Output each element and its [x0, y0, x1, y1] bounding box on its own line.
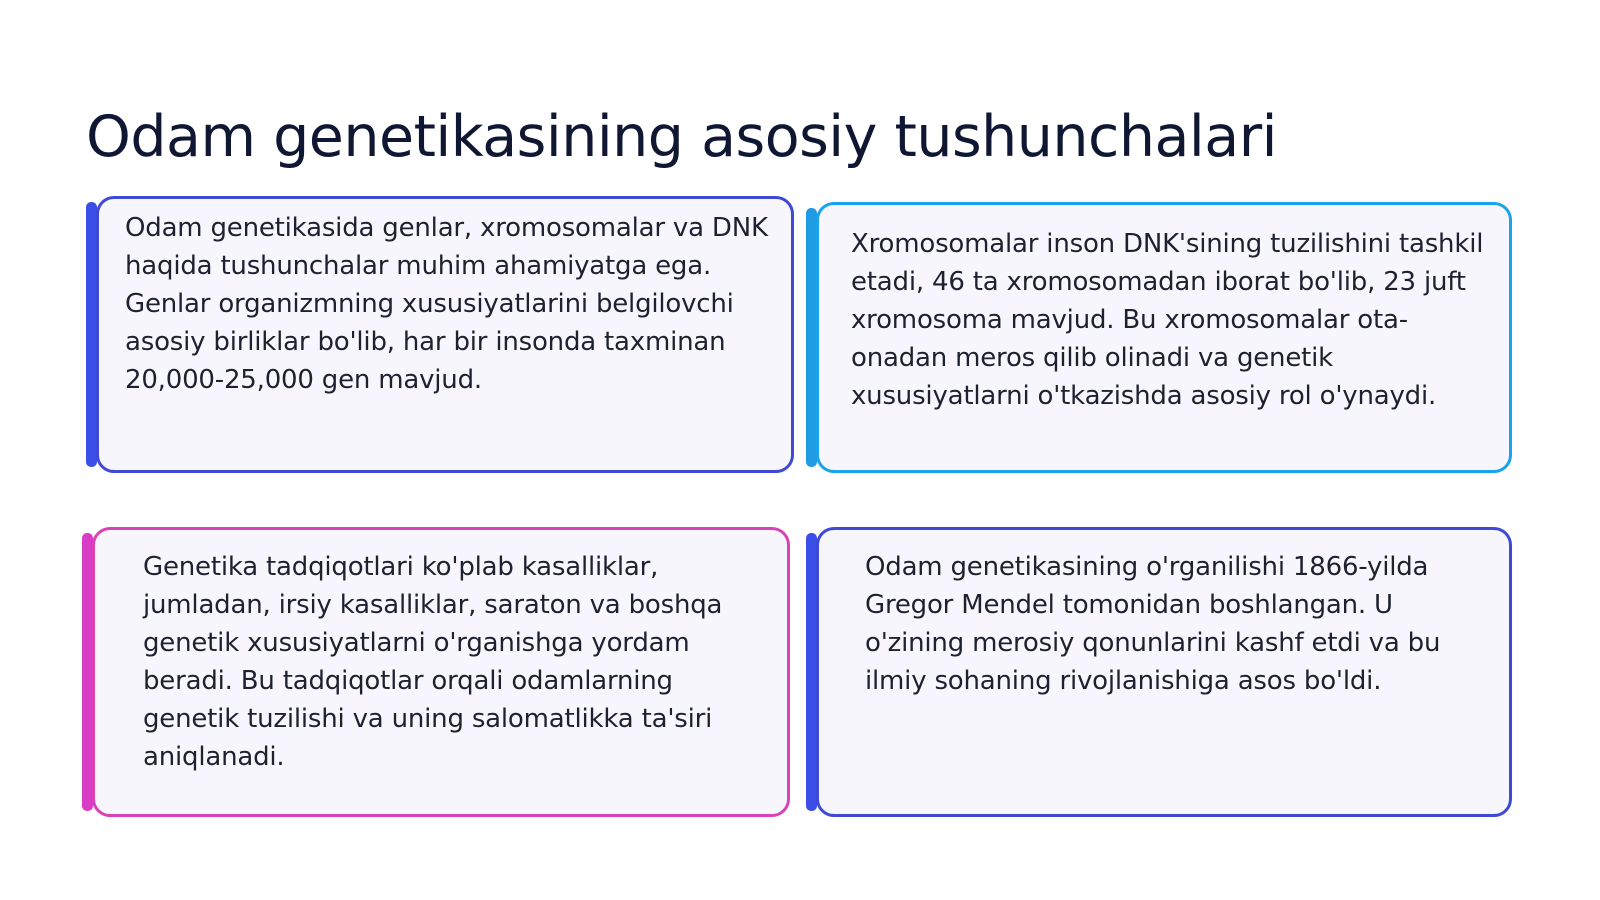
slide-title: Odam genetikasining asosiy tushunchalari [86, 104, 1277, 170]
card-text: Genetika tadqiqotlari ko'plab kasalliklar, jumladan, irsiy kasalliklar, saraton va boshqa genetik xususiyatlarni o'rganishga yordam beradi. Bu tadqiqotlar orqali odamlarning genetik tuzilishi va uning salomatlikka ta'siri aniqlanadi. [143, 552, 723, 772]
info-card-research [82, 527, 790, 817]
card-text: Odam genetikasida genlar, xromosomalar va DNK haqida tushunchalar muhim ahamiyatga ega. Genlar organizmning xususiyatlarini belgilovchi asosiy birliklar bo'lib, har bir insonda taxminan 20,000-25,000 gen mavjud. [125, 213, 768, 395]
card-frame [816, 527, 1512, 817]
card-frame [92, 527, 790, 817]
card-frame [816, 202, 1512, 473]
card-text: Odam genetikasining o'rganilishi 1866-yilda Gregor Mendel tomonidan boshlangan. U o'zining merosiy qonunlarini kashf etdi va bu ilmiy sohaning rivojlanishiga asos bo'ldi. [865, 552, 1441, 696]
info-card-genes [86, 196, 794, 473]
info-card-chromosomes [806, 202, 1512, 473]
card-text: Xromosomalar inson DNK'sining tuzilishini tashkil etadi, 46 ta xromosomadan iborat bo'lib, 23 juft xromosoma mavjud. Bu xromosomalar ota-onadan meros qilib olinadi va genetik xususiyatlarni o'tkazishda asosiy rol o'ynaydi. [851, 229, 1484, 411]
info-card-history [806, 527, 1512, 817]
card-frame [96, 196, 794, 473]
